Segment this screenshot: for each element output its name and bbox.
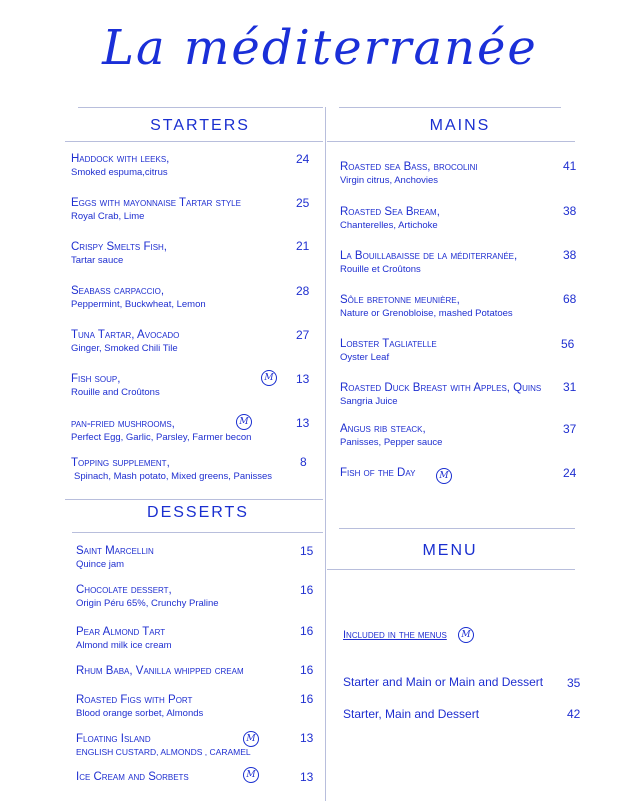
main-item	[340, 422, 442, 449]
menu-badge-icon: M	[436, 468, 452, 484]
starter-item	[71, 240, 167, 267]
dessert-item	[76, 664, 244, 678]
item-price: 38	[563, 204, 577, 218]
item-price: 24	[296, 152, 310, 166]
menu-badge-icon: M	[243, 731, 259, 747]
item-name: Lobster Tagliatelle	[340, 338, 437, 350]
item-price: 16	[300, 692, 314, 706]
item-name: La Bouillabaisse de la méditerranée,	[340, 250, 518, 262]
divider	[65, 141, 323, 142]
item-description: Ginger, Smoked Chili Tile	[71, 343, 178, 354]
item-price: 13	[300, 770, 314, 784]
item-name: Roasted Duck Breast with Apples, Quins	[340, 382, 542, 394]
item-price: 16	[300, 663, 314, 677]
dessert-item	[76, 544, 154, 571]
item-name: Rhum Baba, Vanilla whipped cream	[76, 665, 244, 677]
item-name: Floating Island	[76, 733, 151, 745]
menu-badge-icon: M	[458, 627, 474, 643]
menu-heading: MENU	[422, 542, 478, 559]
menu-option-label: Starter, Main and Dessert	[343, 707, 480, 721]
desserts-heading: DESSERTS	[147, 504, 249, 521]
included-in-menus-label: Included in the menus	[343, 629, 447, 641]
main-item	[340, 160, 478, 187]
main-item	[340, 466, 415, 480]
item-name: Pear Almond Tart	[76, 626, 166, 638]
divider	[339, 528, 575, 529]
item-name: Topping supplement,	[71, 457, 170, 469]
item-description: Tartar sauce	[71, 255, 124, 266]
mains-heading: MAINS	[429, 117, 491, 134]
item-name: Haddock with leeks,	[71, 153, 170, 165]
item-description: Origin Péru 65%, Crunchy Praline	[76, 598, 219, 609]
starter-item	[71, 152, 169, 179]
item-price: 37	[563, 422, 577, 436]
item-price: 31	[563, 380, 577, 394]
item-price: 38	[563, 248, 577, 262]
item-description: Quince jam	[76, 559, 125, 570]
starter-item	[71, 372, 160, 399]
starter-item	[71, 284, 206, 311]
item-price: 13	[296, 416, 310, 430]
menu-option-price: 42	[567, 707, 581, 721]
divider	[339, 107, 561, 108]
item-name: Fish of the Day	[340, 467, 416, 479]
item-name: Crispy Smelts Fish,	[71, 241, 168, 253]
item-description: Rouille et Croûtons	[340, 264, 421, 275]
item-description: ENGLISH CUSTARD, ALMONDS , CARAMEL	[76, 747, 251, 757]
item-name: Chocolate dessert,	[76, 584, 172, 596]
divider	[72, 532, 323, 533]
item-name: Eggs with mayonnaise Tartar style	[71, 197, 241, 209]
item-description: Perfect Egg, Garlic, Parsley, Farmer becon	[71, 432, 252, 443]
item-description: Panisses, Pepper sauce	[340, 437, 443, 448]
item-price: 41	[563, 159, 577, 173]
item-price: 24	[563, 466, 577, 480]
menu-badge-icon: M	[236, 414, 252, 430]
item-price: 16	[300, 583, 314, 597]
starters-heading: STARTERS	[150, 117, 250, 134]
item-description: Nature or Grenobloise, mashed Potatoes	[340, 308, 513, 319]
column-divider	[325, 107, 326, 801]
restaurant-title: La méditerranée	[102, 20, 538, 76]
divider	[327, 141, 575, 142]
item-name: Seabass carpaccio,	[71, 285, 165, 297]
item-name: pan-fried mushrooms,	[71, 418, 175, 430]
main-item	[340, 205, 440, 232]
item-price: 21	[296, 239, 310, 253]
item-price: 56	[561, 337, 575, 351]
item-price: 27	[296, 328, 310, 342]
item-price: 13	[296, 372, 310, 386]
item-name: Fish soup,	[71, 373, 121, 385]
main-item	[340, 381, 541, 408]
item-price: 15	[300, 544, 314, 558]
item-name: Angus rib steack,	[340, 423, 426, 435]
divider	[78, 107, 323, 108]
menu-option-label: Starter and Main or Main and Dessert	[343, 675, 544, 689]
item-price: 13	[300, 731, 314, 745]
dessert-item	[76, 625, 172, 652]
menu-badge-icon: M	[243, 767, 259, 783]
dessert-item	[76, 732, 251, 759]
item-description: Smoked espuma,citrus	[71, 167, 168, 178]
starter-item	[71, 456, 272, 483]
item-description: Blood orange sorbet, Almonds	[76, 708, 204, 719]
menu-option-price: 35	[567, 676, 581, 690]
main-item	[340, 337, 437, 364]
item-name: Roasted Figs with Port	[76, 694, 193, 706]
item-description: Sangria Juice	[340, 396, 398, 407]
item-description: Almond milk ice cream	[76, 640, 172, 651]
item-description: Spinach, Mash potato, Mixed greens, Panisses	[74, 471, 273, 482]
item-name: Sôle bretonne meunière,	[340, 294, 460, 306]
item-price: 68	[563, 292, 577, 306]
item-price: 25	[296, 196, 310, 210]
item-description: Virgin citrus, Anchovies	[340, 175, 439, 186]
item-price: 16	[300, 624, 314, 638]
dessert-item	[76, 583, 219, 610]
item-name: Roasted Sea Bream,	[340, 206, 440, 218]
menu-badge-icon: M	[261, 370, 277, 386]
item-price: 8	[300, 455, 307, 469]
starter-item	[71, 417, 251, 444]
dessert-item	[76, 693, 203, 720]
item-description: Chanterelles, Artichoke	[340, 220, 438, 231]
item-description: Peppermint, Buckwheat, Lemon	[71, 299, 206, 310]
item-description: Oyster Leaf	[340, 352, 390, 363]
item-name: Tuna Tartar, Avocado	[71, 329, 180, 341]
starter-item	[71, 328, 179, 355]
item-name: Roasted sea Bass, brocolini	[340, 161, 478, 173]
item-name: Saint Marcellin	[76, 545, 154, 557]
item-price: 28	[296, 284, 310, 298]
dessert-item	[76, 770, 189, 784]
item-description: Royal Crab, Lime	[71, 211, 145, 222]
main-item	[340, 249, 517, 276]
item-name: Ice Cream and Sorbets	[76, 771, 189, 783]
divider	[65, 499, 323, 500]
divider	[327, 569, 575, 570]
main-item	[340, 293, 513, 320]
starter-item	[71, 196, 241, 223]
item-description: Rouille and Croûtons	[71, 387, 160, 398]
